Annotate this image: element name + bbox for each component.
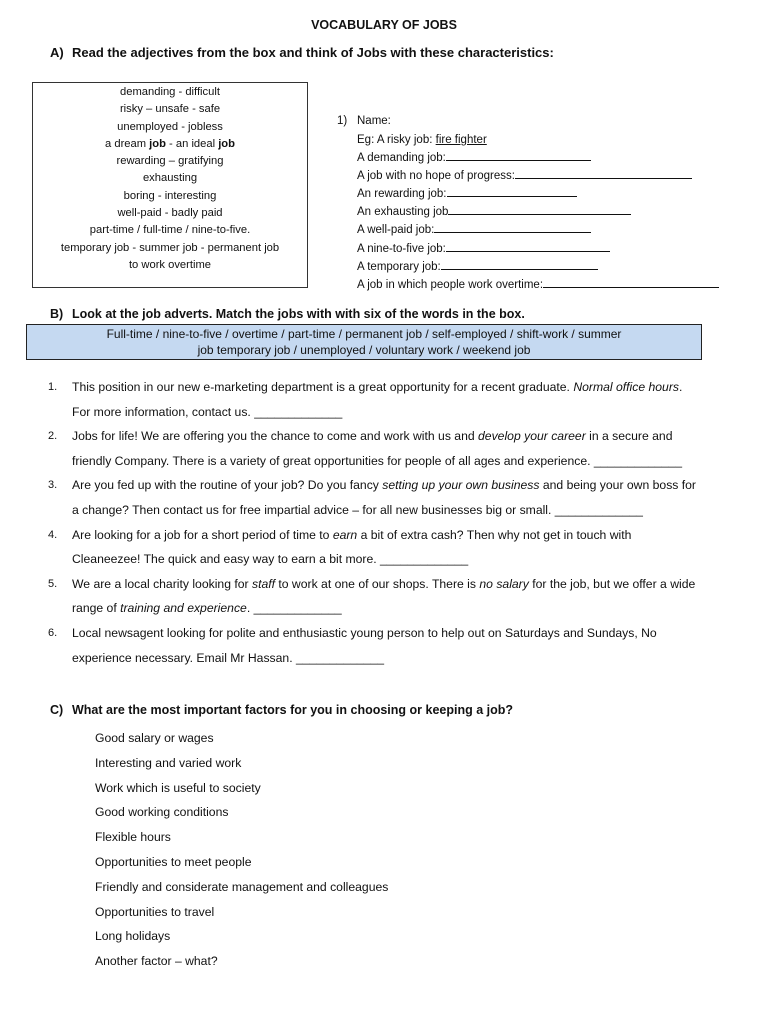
prompt-text: A job in which people work overtime: [357, 278, 544, 291]
prompt-text: A demanding job: [357, 152, 446, 165]
word-box-line: job temporary job / unemployed / voluntary work / weekend job [197, 343, 531, 357]
example-prompt: Eg: A risky job: [357, 134, 433, 146]
prompt-row [337, 258, 719, 276]
advert-text-line2[interactable]: friendly Company. There is a variety of great opportunities for people of all ages and experience. _____________ [72, 453, 682, 468]
advert-text-line2[interactable]: Cleaneezee! The quick and easy way to earn a bit more. _____________ [72, 552, 469, 567]
advert-text: to work at one of our shops. There is [275, 576, 480, 591]
answer-blank[interactable] [543, 276, 719, 288]
job-advert-item [48, 523, 768, 572]
prompt-text: A job with no hope of progress: [357, 170, 515, 183]
advert-text-line2[interactable]: experience necessary. Email Mr Hassan. _____________ [72, 650, 385, 665]
answer-blank[interactable] [448, 203, 631, 215]
item-number: 4. [48, 528, 58, 541]
advert-italic: training and experience [120, 601, 247, 616]
adjective-item: exhausting [142, 172, 198, 185]
job-advert-item [48, 375, 768, 424]
section-a-instruction: Read the adjectives from the box and think of Jobs with these characteristics: [72, 45, 554, 60]
page-title: VOCABULARY OF JOBS [311, 18, 457, 32]
section-a-heading [50, 45, 554, 60]
adjective-item: rewarding – gratifying [116, 155, 224, 168]
factor-item: Good salary or wages [95, 731, 214, 745]
factor-item: Long holidays [95, 929, 171, 944]
item-number: 3. [48, 479, 58, 492]
adjective-item: well-paid - badly paid [117, 207, 223, 220]
prompt-text: A well-paid job: [357, 224, 435, 237]
job-advert-item [48, 473, 768, 522]
prompt-text: An rewarding job: [357, 188, 447, 201]
section-c-question: What are the most important factors for you in choosing or keeping a job? [72, 703, 514, 717]
answer-blank[interactable] [447, 185, 577, 197]
advert-text: in a secure and [585, 429, 673, 444]
question-label: Name: [357, 115, 391, 127]
example-answer: fire fighter [435, 134, 487, 146]
prompt-row [337, 149, 719, 167]
advert-text: Jobs for life! We are offering you the chance to come and work with us and [72, 429, 479, 444]
adjective-item: part-time / full-time / nine-to-five. [89, 224, 251, 237]
advert-italic: no salary [479, 576, 529, 591]
factor-item: Interesting and varied work [95, 755, 242, 770]
advert-text: for the job, but we offer a wide [528, 576, 696, 591]
item-number: 1. [48, 381, 58, 393]
item-number: 5. [48, 577, 58, 590]
advert-text-line2[interactable]: For more information, contact us. _____________ [72, 404, 343, 419]
prompt-row [337, 276, 719, 294]
prompt-row [337, 185, 719, 203]
advert-text: Are you fed up with the routine of your job? Do you fancy [72, 478, 383, 493]
advert-text: . [678, 380, 683, 394]
adjective-item: to work overtime [128, 258, 212, 271]
section-b-instruction: Look at the job adverts. Match the jobs with with six of the words in the box. [72, 307, 525, 321]
factor-item: Opportunities to meet people [95, 854, 252, 869]
item-number: 6. [48, 626, 58, 639]
prompt-text: A temporary job: [357, 260, 441, 273]
section-a-question [337, 113, 719, 294]
advert-text: Are looking for a job for a short period of time to [72, 527, 333, 542]
section-a-marker: A) [50, 45, 64, 60]
prompt-row [337, 240, 719, 258]
adjective-item-dream-job: a dream job - an ideal job [105, 137, 235, 150]
adjective-item: boring - interesting [123, 189, 217, 202]
section-c-heading [50, 703, 513, 717]
word-box-line: Full-time / nine-to-five / overtime / part-time / permanent job / self-employed / shift-work / summer [106, 327, 622, 341]
adjective-item: unemployed - jobless [117, 120, 223, 133]
advert-text: We are a local charity looking for [72, 576, 252, 591]
answer-blank[interactable] [441, 258, 598, 270]
advert-italic: staff [251, 576, 275, 591]
advert-text-line2[interactable]: a change? Then contact us for free impartial advice – for all new businesses big or small. _____________ [72, 502, 643, 517]
advert-italic: setting up your own business [382, 478, 540, 493]
factor-item: Friendly and considerate management and colleagues [95, 879, 389, 894]
answer-blank[interactable] [446, 149, 591, 161]
advert-italic: earn [332, 527, 358, 542]
adjective-item: temporary job - summer job - permanent job [60, 241, 280, 254]
section-b-heading [50, 307, 525, 321]
word-box [26, 324, 702, 360]
factors-list [95, 726, 388, 974]
prompt-row [337, 203, 719, 221]
answer-blank[interactable] [446, 240, 610, 252]
advert-text-line2[interactable] [72, 596, 768, 621]
factor-item: Another factor – what? [95, 954, 218, 969]
answer-blank[interactable] [515, 167, 692, 179]
advert-text: This position in our new e-marketing department is a great opportunity for a recent graduate. [72, 380, 574, 394]
question-number: 1) [337, 115, 348, 127]
adjectives-box [32, 82, 308, 288]
example-row [337, 132, 719, 149]
factor-item: Good working conditions [95, 805, 229, 820]
adjective-item: risky – unsafe - safe [119, 103, 221, 116]
advert-text: a bit of extra cash? Then why not get in touch with [357, 527, 632, 542]
job-advert-item [48, 621, 768, 670]
advert-italic: Normal office hours [573, 380, 679, 394]
prompt-text: A nine-to-five job: [357, 242, 446, 255]
section-b-marker: B) [50, 307, 64, 321]
item-number: 2. [48, 430, 58, 443]
prompt-row [337, 167, 719, 185]
section-c-marker: C) [50, 703, 64, 717]
prompt-row [337, 221, 719, 239]
job-advert-item [48, 572, 768, 621]
advert-italic: develop your career [478, 429, 586, 444]
advert-text: and being your own boss for [539, 478, 696, 493]
factor-item: Work which is useful to society [95, 780, 261, 795]
factor-item: Opportunities to travel [95, 904, 215, 919]
advert-text: Local newsagent looking for polite and enthusiastic young person to help out on Saturdays and Sundays, No [72, 625, 657, 640]
adjective-item: demanding - difficult [120, 86, 220, 98]
answer-blank[interactable] [434, 221, 591, 233]
advert-text: range of [72, 601, 121, 616]
prompt-text: An exhausting job [357, 206, 449, 219]
job-advert-item [48, 424, 768, 473]
factor-item: Flexible hours [95, 830, 171, 845]
job-adverts-list [48, 375, 768, 670]
advert-text: . _____________ [246, 601, 342, 616]
